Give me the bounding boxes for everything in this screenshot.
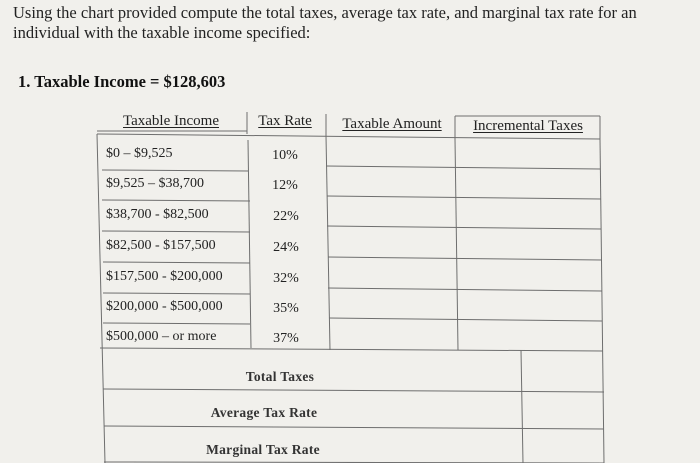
row-2-rate: 12% — [272, 178, 298, 193]
average-tax-rate-label: Average Tax Rate — [210, 405, 318, 420]
average-tax-rate-cell[interactable] — [523, 391, 603, 427]
row-5-incremental-taxes-cell[interactable] — [460, 264, 600, 290]
marginal-tax-rate-cell[interactable] — [523, 428, 603, 462]
header-tax-rate: Tax Rate — [258, 112, 312, 129]
row-5-range: $157,500 - $200,000 — [106, 269, 223, 284]
row-4-incremental-taxes-cell[interactable] — [460, 233, 600, 259]
row-5-taxable-amount-cell[interactable] — [331, 262, 455, 288]
row-7-taxable-amount-cell[interactable] — [332, 322, 456, 348]
row-2-taxable-amount-cell[interactable] — [330, 170, 454, 196]
header-taxable-income: Taxable Income — [123, 112, 219, 129]
row-1-rate: 10% — [272, 148, 298, 163]
row-4-taxable-amount-cell[interactable] — [331, 231, 455, 257]
row-1-incremental-taxes-cell[interactable] — [459, 142, 599, 168]
total-taxes-label: Total Taxes — [245, 369, 315, 384]
row-2-incremental-taxes-cell[interactable] — [459, 172, 599, 198]
taxable-income-value: $128,603 — [163, 72, 226, 91]
row-5-rate: 32% — [273, 271, 299, 286]
row-1-range: $0 – $9,525 — [106, 146, 173, 161]
row-3-rate: 22% — [273, 209, 299, 224]
total-taxes-cell[interactable] — [523, 352, 603, 389]
row-3-taxable-amount-cell[interactable] — [330, 200, 454, 226]
row-6-rate: 35% — [273, 301, 299, 316]
row-3-range: $38,700 - $82,500 — [106, 207, 209, 222]
row-4-range: $82,500 - $157,500 — [106, 238, 216, 253]
row-2-range: $9,525 – $38,700 — [106, 176, 204, 191]
row-6-range: $200,000 - $500,000 — [106, 299, 223, 314]
row-1-taxable-amount-cell[interactable] — [330, 141, 454, 167]
row-6-incremental-taxes-cell[interactable] — [461, 294, 601, 320]
problem-label: 1. Taxable Income = — [18, 72, 164, 91]
row-7-incremental-taxes-cell[interactable] — [461, 324, 601, 350]
row-7-rate: 37% — [273, 331, 299, 346]
marginal-tax-rate-label: Marginal Tax Rate — [206, 442, 320, 457]
row-6-taxable-amount-cell[interactable] — [332, 292, 456, 318]
row-3-incremental-taxes-cell[interactable] — [459, 202, 599, 228]
row-4-rate: 24% — [273, 240, 299, 255]
row-7-range: $500,000 – or more — [106, 329, 217, 344]
instructions-text: Using the chart provided compute the total taxes, average tax rate, and marginal tax rate for an individual with the taxable income specified: — [13, 3, 637, 42]
header-taxable-amount: Taxable Amount — [342, 115, 442, 132]
header-incremental-taxes: Incremental Taxes — [473, 117, 583, 134]
problem-heading — [18, 72, 225, 92]
